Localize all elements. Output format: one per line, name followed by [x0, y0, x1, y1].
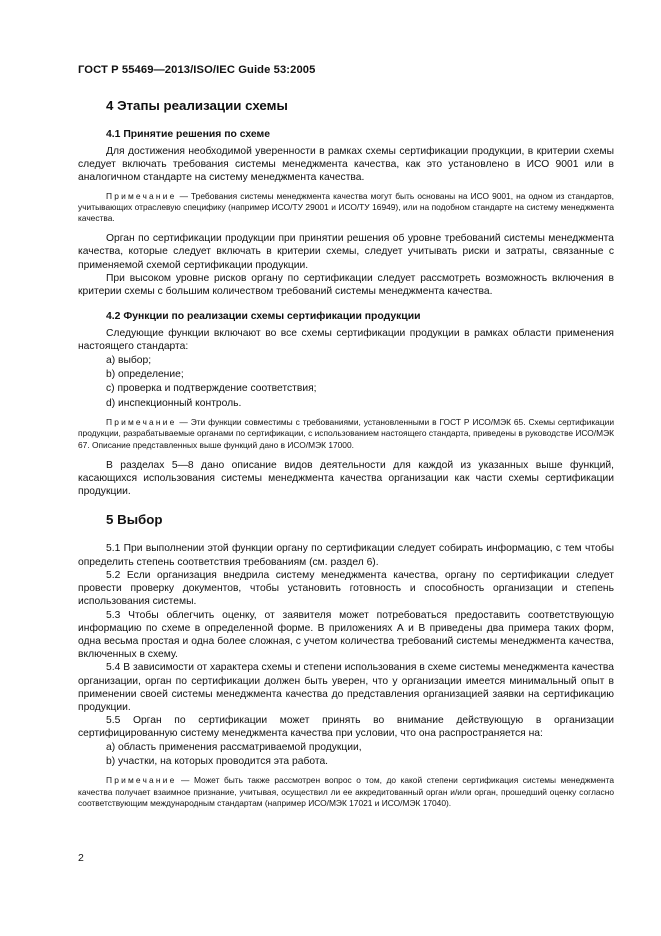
list-item: а) область применения рассматриваемой продукции, — [106, 741, 362, 753]
section-5-title: 5 Выбор — [106, 512, 163, 528]
note-label: Примечание — [106, 775, 177, 786]
paragraph: В разделах 5—8 дано описание видов деятельности для каждой из указанных выше функций, касающихся использования системы менеджмента качества организации как части схемы сертификации продукции. — [78, 459, 614, 498]
note-text: — Требования системы менеджмента качества могут быть основаны на ИСО 9001, на одном из стандартов, учитывающих отраслевую специфику (например ИСО/ТУ 29001 и ИСО/ТУ 16949), или на подобном стандарте на систему менеджмента качества. — [78, 190, 614, 224]
list-item: c) проверка и подтверждение соответствия; — [106, 383, 317, 395]
scope-list — [78, 741, 614, 770]
note — [78, 775, 614, 809]
paragraph: 5.3 Чтобы облегчить оценку, от заявителя может потребоваться предоставить соответствующую информацию по схеме в определенной форме. В приложениях А и В приведены два примера таких форм, одна весьма простая и одна более сложная, с учетом количества требований системы менеджмента качества, включенных в схему. — [78, 609, 614, 661]
section-4-title: 4 Этапы реализации схемы — [106, 98, 288, 113]
subsection-4-1-title: 4.1 Принятие решения по схеме — [106, 129, 270, 140]
list-item: b) участки, на которых проводится эта работа. — [106, 755, 329, 767]
paragraph: При высоком уровне рисков органу по сертификации следует рассмотреть возможность включения в критерии схемы с большим количеством требований системы менеджмента качества. — [78, 272, 614, 298]
function-list — [78, 354, 614, 412]
note-text: — Может быть также рассмотрен вопрос о том, до какой степени сертификация системы менеджмента качества получает взаимное признание, учитывая, осуществил ли ее аккредитованный орган и/или орган, прошедший оценку согласно соответствующим международным стандартам (например ИСО/МЭК 17021 и ИСО/МЭК 17040). — [78, 775, 614, 808]
paragraph: Для достижения необходимой уверенности в рамках схемы сертификации продукции, в критерии схемы следует включать требования системы менеджмента качества, как это установлено в ИСО 9001 или в аналогичном стандарте на систему менеджмента качества. — [78, 146, 614, 184]
note-label: Примечание — [106, 190, 177, 201]
note-label: Примечание — [106, 417, 177, 428]
paragraph: 5.5 Орган по сертификации может принять во внимание действующую в организации сертифицированную систему менеджмента качества при условии, что она распространяется на: — [78, 715, 614, 740]
page-number: 2 — [78, 852, 84, 864]
note-text: — Эти функции совместимы с требованиями, установленными в ГОСТ Р ИСО/МЭК 65. Схемы сертификации продукции, разрабатываемые органами по сертификации, с использованием настоящего стандарта, приведены в руководстве ИСО/МЭК 67. Описание представленных выше функций дано в ИСО/МЭК 17000. — [78, 417, 615, 450]
paragraph: 5.4 В зависимости от характера схемы и степени использования в схеме системы менеджмента качества организации, орган по сертификации должен быть уверен, что у организации имеется минимальный опыт в применении своей системы менеджмента качества до представления организацией заявки на сертификацию продукции. — [78, 662, 614, 713]
paragraph: 5.1 При выполнении этой функции органу по сертификации следует собирать информацию, с тем чтобы определить степень соответствия требованиям (см. раздел 6). — [78, 543, 614, 568]
document-header: ГОСТ Р 55469—2013/ISO/IEC Guide 53:2005 — [78, 64, 316, 76]
paragraph: 5.2 Если организация внедрила систему менеджмента качества, органу по сертификации следует провести проверку документов, чтобы установить готовность и способность организации и степень использования системы. — [78, 569, 614, 608]
note — [78, 191, 614, 225]
list-item: d) инспекционный контроль. — [106, 397, 242, 409]
list-item: b) определение; — [106, 369, 184, 381]
paragraph: Следующие функции включают во все схемы сертификации продукции в рамках области применения настоящего стандарта: — [78, 328, 614, 353]
subsection-4-2-title: 4.2 Функции по реализации схемы сертификации продукции — [106, 311, 421, 323]
list-item: а) выбор; — [106, 354, 152, 366]
note — [78, 417, 614, 451]
document-page — [78, 64, 614, 817]
paragraph: Орган по сертификации продукции при принятии решения об уровне требований системы менеджмента качества, которые следует включать в критерии схемы, следует учитывать риски и затраты, связанные с применяемой схемой сертификации продукции. — [78, 233, 614, 271]
